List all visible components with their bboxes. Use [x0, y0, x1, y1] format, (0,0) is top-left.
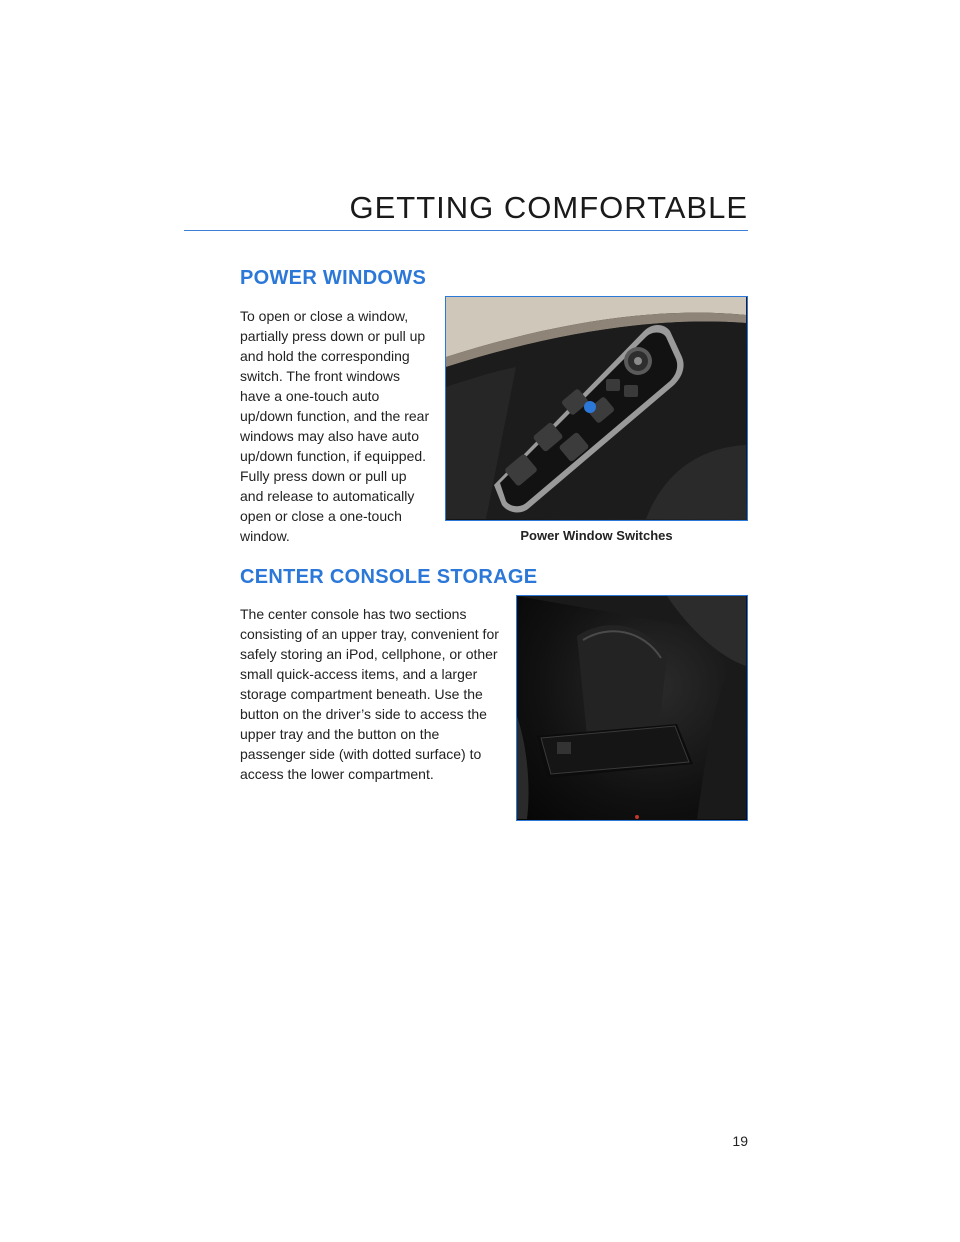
- center-console-body: The center console has two sections consisting of an upper tray, convenient for safely storing an iPod, cellphone, or other small quick-access items, and a larger storage compartment beneath. Use the button on the driver’s side to access the upper tray and the button on the passenger side (with dotted surface) to access the lower compartment.: [240, 606, 499, 782]
- page-number: 19: [732, 1133, 748, 1149]
- center-console-storage-photo: [516, 595, 748, 821]
- power-windows-heading: POWER WINDOWS: [240, 267, 427, 289]
- power-window-switches-photo: [445, 296, 748, 521]
- center-console-illustration: [517, 596, 746, 819]
- power-windows-body: To open or close a window, partially press down or pull up and hold the corresponding switch. The front windows have a one-touch auto up/down function, and the rear windows may also have auto up/down function, if equipped. Fully press down or pull up and release to automatically open or close a one-touch window.: [240, 308, 430, 544]
- section-title: GETTING COMFORTABLE: [349, 190, 748, 225]
- power-window-switches-illustration: [446, 297, 746, 519]
- header-divider: [184, 230, 748, 231]
- photo-caption: Power Window Switches: [520, 528, 673, 543]
- center-console-heading: CENTER CONSOLE STORAGE: [240, 566, 538, 588]
